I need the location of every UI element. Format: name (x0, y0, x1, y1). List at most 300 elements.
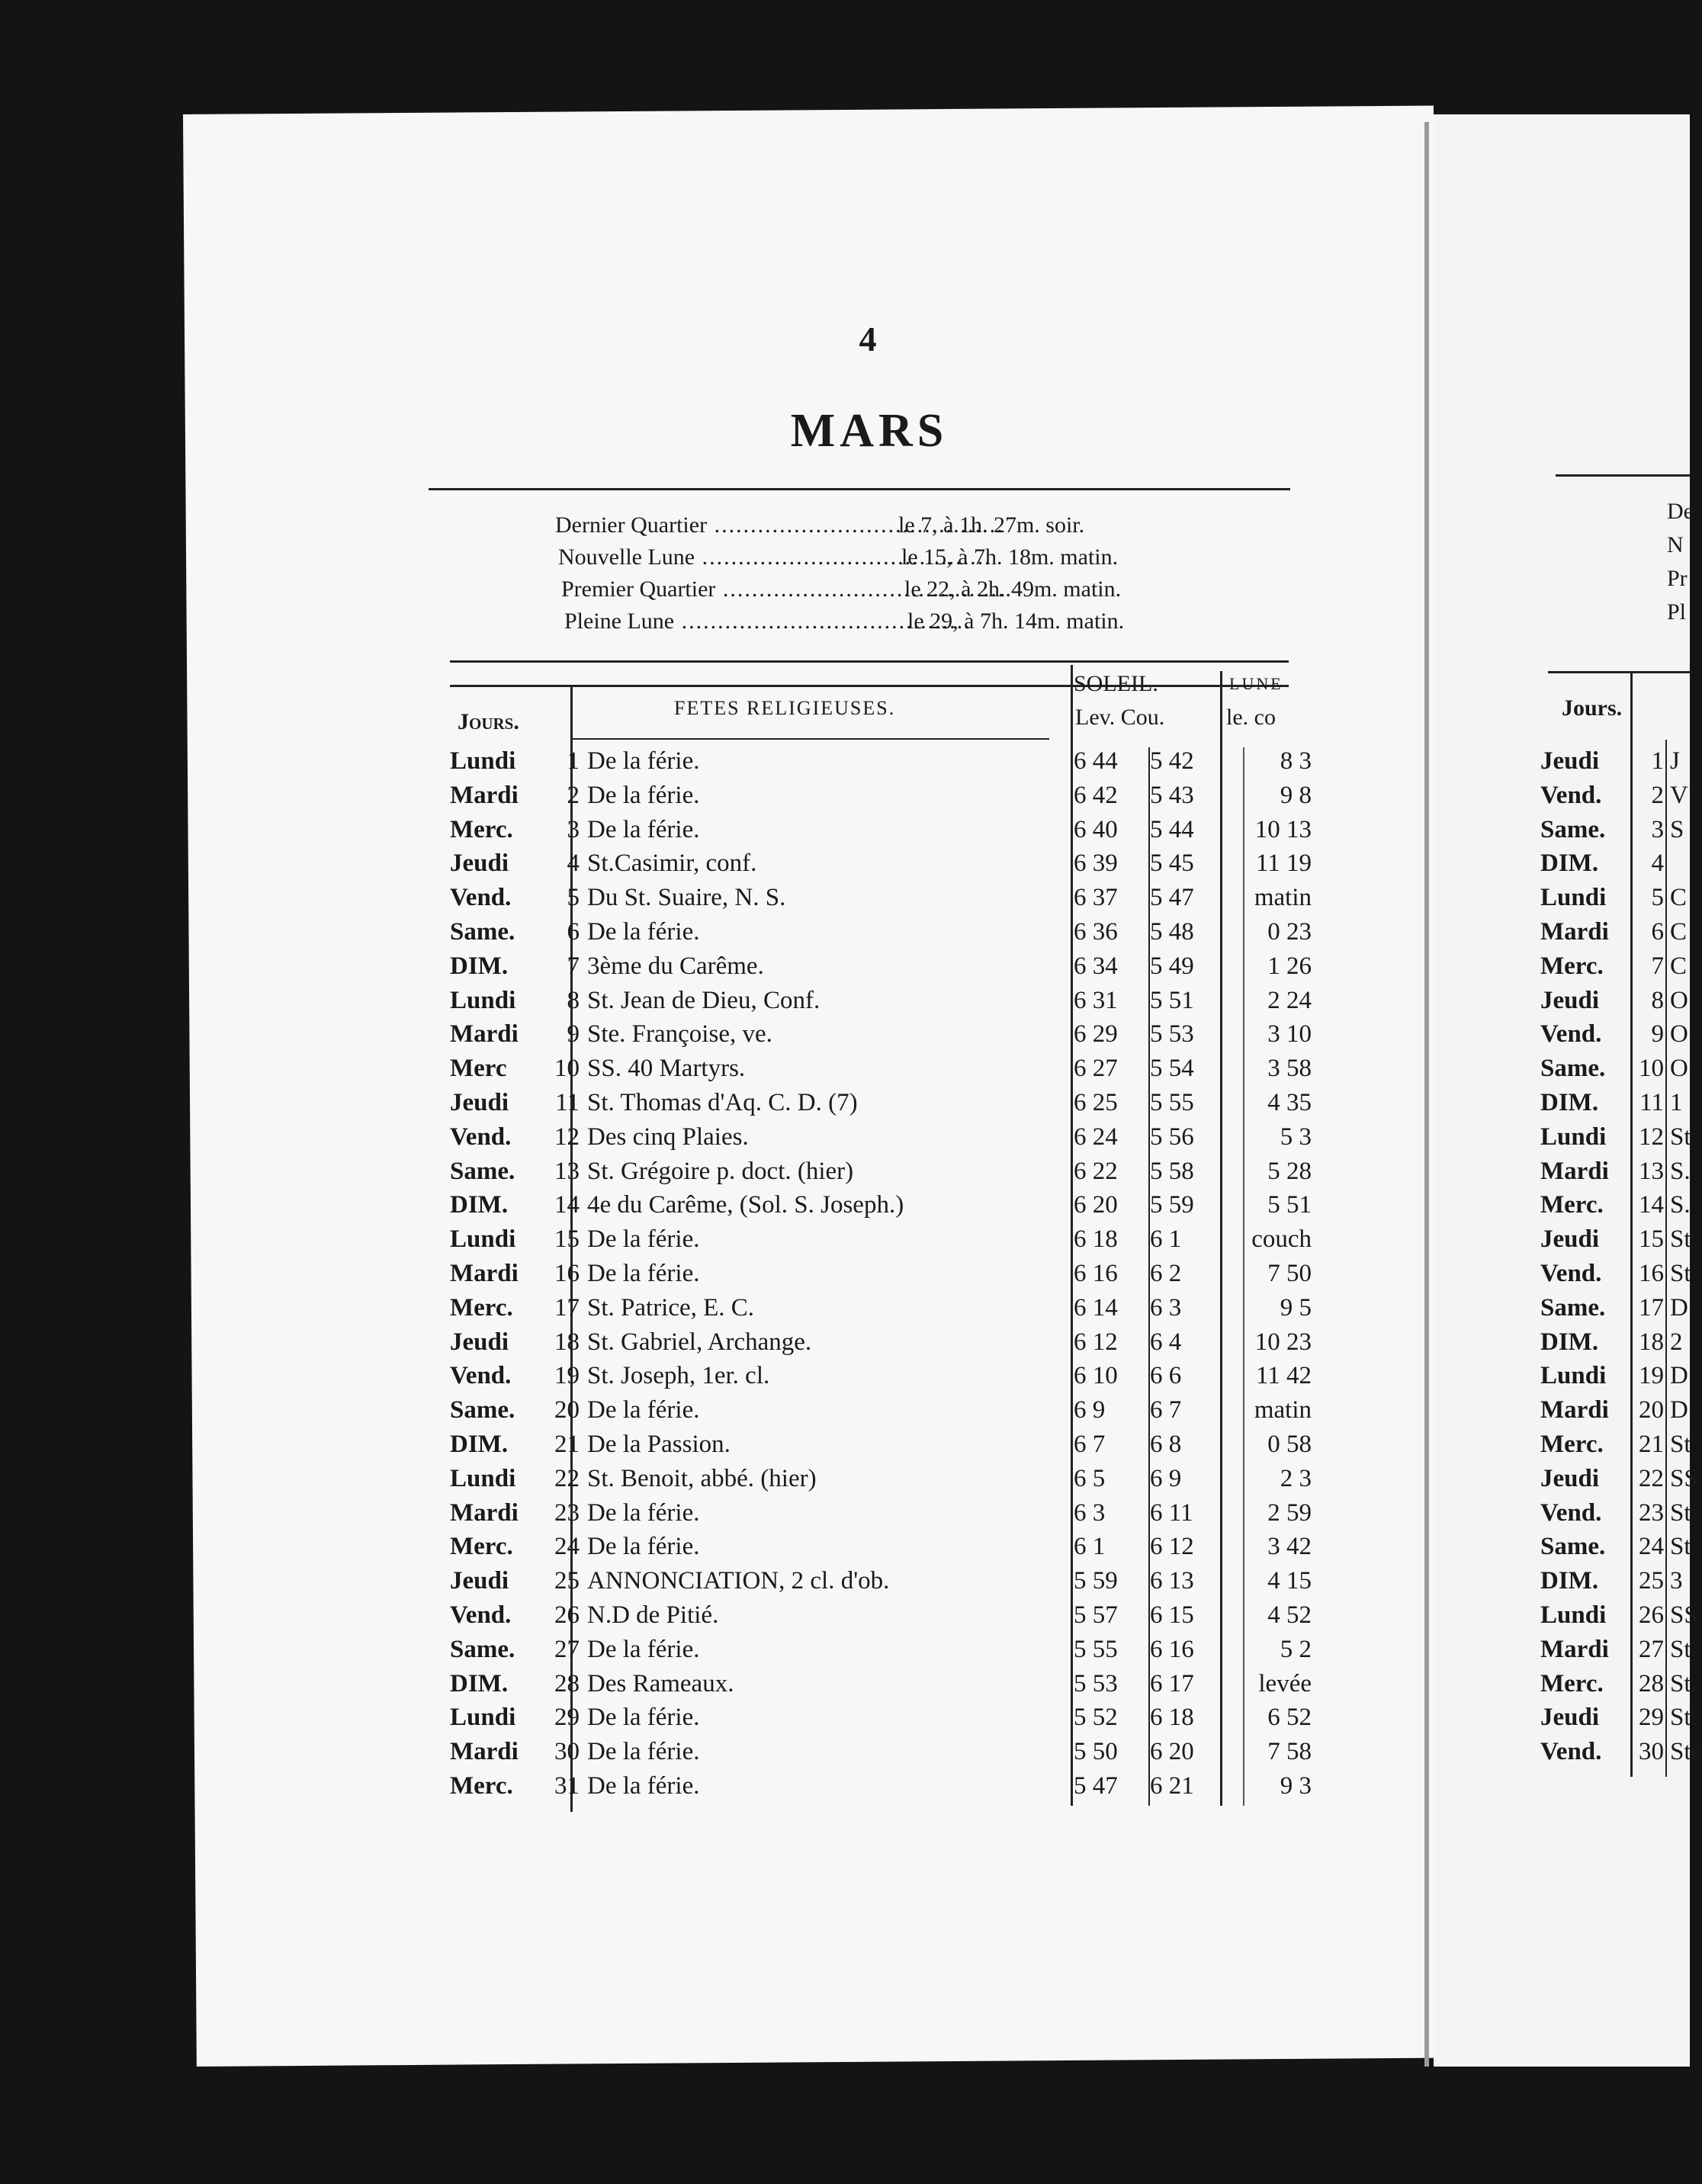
sunset: 5 51 (1150, 986, 1194, 1014)
sunrise: 6 25 (1074, 1089, 1118, 1116)
day-name: Merc (450, 1055, 507, 1083)
day-name: Mardi (450, 1498, 519, 1527)
feast: Des cinq Plaies. (587, 1123, 749, 1151)
next-day-name: Merc. (1540, 952, 1604, 980)
day-number: 30 (554, 1738, 580, 1766)
sunrise: 6 31 (1074, 986, 1118, 1014)
moon-phase-value: le 15, à 7h. 18m. matin. (901, 544, 1119, 570)
next-day-name: Jeudi (1540, 747, 1600, 775)
next-page-row (0, 1396, 1690, 1430)
next-day-number: 13 (1639, 1157, 1664, 1185)
feast: 3ème du Carême. (587, 952, 764, 980)
sunrise: 6 7 (1074, 1431, 1106, 1458)
day-name: Mardi (450, 1738, 519, 1766)
sunrise: 6 22 (1074, 1157, 1118, 1185)
day-name: DIM. (450, 1431, 509, 1458)
sunset: 6 16 (1150, 1635, 1194, 1663)
feast: De la férie. (587, 1260, 700, 1287)
next-page-row (0, 850, 1690, 883)
sunset: 6 20 (1150, 1738, 1194, 1766)
next-feast-fragment: J (1670, 747, 1680, 775)
sunset: 5 44 (1150, 815, 1194, 843)
moon-time: 3 58 (1267, 1055, 1312, 1083)
day-number: 28 (554, 1669, 580, 1697)
sunset: 6 15 (1150, 1601, 1194, 1629)
next-day-name: DIM. (1540, 1567, 1599, 1595)
next-day-number: 30 (1639, 1738, 1664, 1766)
feast: De la férie. (587, 1635, 700, 1663)
day-number: 7 (567, 952, 580, 980)
day-name: Same. (450, 918, 515, 946)
next-page-row (0, 782, 1690, 815)
moon-time: 9 8 (1280, 781, 1312, 809)
sunset: 6 17 (1150, 1669, 1194, 1697)
moon-time: matin (1254, 1396, 1312, 1424)
next-day-name: Merc. (1540, 1191, 1604, 1219)
sunrise: 5 50 (1074, 1738, 1118, 1766)
moon-time: 3 42 (1267, 1533, 1312, 1561)
feast: De la férie. (587, 781, 700, 809)
next-page-row (0, 1055, 1690, 1088)
next-feast-fragment: St (1670, 1498, 1691, 1527)
next-day-name: Same. (1540, 815, 1606, 843)
day-name: DIM. (450, 1191, 509, 1219)
next-feast-fragment: St (1670, 1123, 1691, 1151)
sunset: 5 47 (1150, 884, 1194, 912)
day-name: Vend. (450, 1601, 512, 1629)
next-page-row (0, 1089, 1690, 1123)
moon-time: couch (1251, 1225, 1312, 1254)
next-page-row (0, 1704, 1697, 1737)
day-number: 21 (554, 1431, 580, 1458)
header-fetes: FETES RELIGIEUSES. (674, 697, 896, 719)
next-feast-fragment: D (1670, 1362, 1688, 1390)
next-day-number: 28 (1639, 1669, 1664, 1697)
sunrise: 5 52 (1074, 1704, 1118, 1732)
sunrise: 6 3 (1074, 1498, 1106, 1527)
feast: St.Casimir, conf. (587, 850, 757, 878)
day-name: Vend. (450, 1362, 512, 1390)
page-title: MARS (790, 405, 949, 457)
next-day-name: Same. (1540, 1055, 1606, 1083)
next-page-row (0, 1191, 1690, 1225)
sunrise: 6 40 (1074, 815, 1118, 843)
day-name: Lundi (450, 1225, 516, 1254)
next-day-number: 20 (1639, 1396, 1664, 1424)
next-day-number: 22 (1639, 1464, 1664, 1492)
moon-time: 0 58 (1267, 1431, 1312, 1458)
next-feast-fragment: C (1670, 952, 1688, 980)
moon-phase-label: Pleine Lune ..... (564, 609, 907, 634)
next-feast-fragment: S. (1670, 1191, 1691, 1219)
header-soleil: SOLEIL. (1074, 671, 1158, 696)
header-lev-cou: Lev. Cou. (1075, 705, 1165, 730)
day-number: 15 (554, 1225, 580, 1254)
day-number: 27 (554, 1635, 580, 1663)
sunrise: 6 34 (1074, 952, 1118, 980)
next-page-phase-initial: Pl (1667, 599, 1687, 625)
sunrise: 6 10 (1074, 1362, 1118, 1390)
next-day-name: Lundi (1540, 1123, 1607, 1151)
next-page-row (0, 1464, 1698, 1498)
next-feast-fragment: C (1670, 884, 1688, 912)
day-name: Jeudi (450, 1089, 509, 1116)
sunset: 6 6 (1150, 1362, 1182, 1390)
sunset: 6 12 (1150, 1533, 1194, 1561)
sunrise: 5 59 (1074, 1567, 1118, 1595)
sunrise: 6 44 (1074, 747, 1118, 775)
next-day-name: Jeudi (1540, 1704, 1600, 1732)
next-day-number: 12 (1639, 1123, 1664, 1151)
day-number: 23 (554, 1498, 580, 1527)
day-name: Merc. (450, 1293, 513, 1322)
next-day-name: Lundi (1540, 1601, 1607, 1629)
day-name: Lundi (450, 986, 516, 1014)
next-feast-fragment: St. (1670, 1669, 1697, 1697)
feast: De la férie. (587, 1772, 700, 1800)
next-page-row (0, 1669, 1697, 1704)
next-feast-fragment: D (1670, 1293, 1688, 1322)
day-number: 2 (567, 781, 580, 809)
day-name: Same. (450, 1635, 515, 1663)
next-page-header-jours: Jours. (1562, 695, 1623, 721)
next-page-row (0, 952, 1690, 986)
day-number: 18 (554, 1328, 580, 1356)
day-name: Jeudi (450, 850, 509, 878)
feast: 4e du Carême, (Sol. S. Joseph.) (587, 1191, 904, 1219)
sunset: 6 7 (1150, 1396, 1182, 1424)
feast: N.D de Pitié. (587, 1601, 719, 1629)
feast: St. Patrice, E. C. (587, 1293, 755, 1322)
sunrise: 6 27 (1074, 1055, 1118, 1083)
next-day-number: 11 (1639, 1089, 1664, 1116)
next-page-row (0, 1328, 1690, 1362)
next-day-name: Mardi (1540, 1396, 1609, 1424)
next-day-number: 7 (1651, 952, 1664, 980)
day-number: 26 (554, 1601, 580, 1629)
next-day-number: 18 (1639, 1328, 1664, 1356)
day-number: 14 (554, 1191, 580, 1219)
feast: De la férie. (587, 1704, 700, 1732)
sunset: 6 11 (1150, 1498, 1193, 1527)
next-day-number: 14 (1639, 1191, 1664, 1219)
next-page-row (0, 1431, 1690, 1464)
next-page-row (0, 1567, 1690, 1601)
sunrise: 6 14 (1074, 1293, 1118, 1322)
moon-time: matin (1254, 884, 1312, 912)
next-feast-fragment: SS (1670, 1601, 1698, 1629)
moon-time: 5 28 (1267, 1157, 1312, 1185)
next-page-row (0, 1294, 1690, 1328)
sunset: 6 9 (1150, 1464, 1182, 1492)
feast: De la Passion. (587, 1431, 731, 1458)
next-day-number: 8 (1651, 986, 1664, 1014)
next-page-row (0, 747, 1690, 781)
next-day-name: Vend. (1540, 781, 1602, 809)
feast: St. Gabriel, Archange. (587, 1328, 812, 1356)
day-number: 6 (567, 918, 580, 946)
sunrise: 5 53 (1074, 1669, 1118, 1697)
sunset: 6 3 (1150, 1293, 1182, 1322)
next-day-name: DIM. (1540, 1328, 1599, 1356)
next-page-phase-initial: Pr (1667, 566, 1688, 591)
sunrise: 6 20 (1074, 1191, 1118, 1219)
moon-phase-row (558, 544, 1118, 570)
feast: St. Thomas d'Aq. C. D. (7) (587, 1089, 858, 1116)
sunrise: 6 36 (1074, 918, 1118, 946)
feast: De la férie. (587, 918, 700, 946)
next-day-number: 29 (1639, 1704, 1664, 1732)
sunrise: 6 12 (1074, 1328, 1118, 1356)
next-day-name: Merc. (1540, 1431, 1604, 1458)
next-day-number: 25 (1639, 1567, 1664, 1595)
moon-time: 2 24 (1267, 986, 1312, 1014)
header-le-co: le. co (1226, 705, 1276, 730)
next-feast-fragment: O (1670, 1020, 1688, 1049)
sunrise: 6 5 (1074, 1464, 1106, 1492)
sunrise: 6 24 (1074, 1123, 1118, 1151)
next-day-number: 2 (1651, 781, 1664, 809)
sunset: 5 49 (1150, 952, 1194, 980)
next-day-name: Merc. (1540, 1669, 1604, 1697)
sunrise: 5 55 (1074, 1635, 1118, 1663)
feast: De la férie. (587, 1533, 700, 1561)
sunrise: 6 37 (1074, 884, 1118, 912)
next-feast-fragment: S (1670, 815, 1684, 843)
next-page-row (0, 1123, 1690, 1157)
day-number: 9 (567, 1020, 580, 1049)
next-day-number: 4 (1651, 850, 1664, 878)
moon-time: 10 13 (1254, 815, 1312, 843)
sunrise: 6 1 (1074, 1533, 1106, 1561)
next-day-name: Same. (1540, 1533, 1606, 1561)
day-name: Mardi (450, 1260, 519, 1287)
day-name: DIM. (450, 952, 509, 980)
day-number: 29 (554, 1704, 580, 1732)
next-day-name: Mardi (1540, 1635, 1609, 1663)
day-number: 1 (567, 747, 580, 775)
next-day-name: Jeudi (1540, 1464, 1600, 1492)
feast: St. Benoit, abbé. (hier) (587, 1464, 817, 1492)
next-page-row (0, 884, 1690, 917)
moon-time: 11 42 (1255, 1362, 1312, 1390)
next-page-row (0, 1738, 1702, 1771)
next-page-row (0, 1499, 1690, 1533)
sunset: 5 56 (1150, 1123, 1194, 1151)
feast: St. Grégoire p. doct. (hier) (587, 1157, 854, 1185)
next-feast-fragment: Ste (1670, 1738, 1702, 1766)
day-name: Jeudi (450, 1328, 509, 1356)
next-feast-fragment: 2 (1670, 1328, 1683, 1356)
sunset: 5 55 (1150, 1089, 1194, 1116)
day-number: 19 (554, 1362, 580, 1390)
day-number: 31 (554, 1772, 580, 1800)
sunrise: 6 18 (1074, 1225, 1118, 1254)
feast: ANNONCIATION, 2 cl. d'ob. (587, 1567, 890, 1595)
next-day-name: Vend. (1540, 1498, 1602, 1527)
day-name: Merc. (450, 815, 513, 843)
feast: De la férie. (587, 1738, 700, 1766)
sunrise: 6 42 (1074, 781, 1118, 809)
next-page-row (0, 987, 1690, 1020)
next-feast-fragment: O (1670, 986, 1688, 1014)
sunset: 6 18 (1150, 1704, 1194, 1732)
next-day-number: 6 (1651, 918, 1664, 946)
moon-phase-value: le 22, à 2h. 49m. matin. (904, 577, 1122, 602)
moon-phase-label: Premier Quartier ..... (561, 577, 904, 602)
moon-time: levée (1258, 1669, 1312, 1697)
next-page-row (0, 816, 1690, 850)
next-day-number: 23 (1639, 1498, 1664, 1527)
feast: De la férie. (587, 815, 700, 843)
next-day-name: Jeudi (1540, 1225, 1600, 1254)
sunrise: 6 9 (1074, 1396, 1106, 1424)
next-feast-fragment: St. (1670, 1704, 1697, 1732)
next-day-number: 26 (1639, 1601, 1664, 1629)
sunset: 5 45 (1150, 850, 1194, 878)
moon-time: 10 23 (1254, 1328, 1312, 1356)
next-day-number: 15 (1639, 1225, 1664, 1254)
day-name: Lundi (450, 1704, 516, 1732)
next-day-number: 17 (1639, 1293, 1664, 1322)
next-day-name: Same. (1540, 1293, 1606, 1322)
day-number: 20 (554, 1396, 580, 1424)
moon-time: 5 51 (1267, 1191, 1312, 1219)
day-number: 11 (555, 1089, 580, 1116)
feast: De la férie. (587, 1498, 700, 1527)
next-page-row (0, 1020, 1690, 1054)
header-lune: LUNE (1229, 674, 1283, 693)
next-feast-fragment: St (1670, 1533, 1691, 1561)
next-day-number: 1 (1651, 747, 1664, 775)
day-name: Mardi (450, 781, 519, 809)
day-name: Lundi (450, 747, 516, 775)
moon-phase-value: le 7, à 1h. 27m. soir. (898, 512, 1085, 538)
sunrise: 5 57 (1074, 1601, 1118, 1629)
next-day-name: Lundi (1540, 884, 1607, 912)
moon-phase-row (561, 577, 1121, 602)
feast: De la férie. (587, 1225, 700, 1254)
next-feast-fragment: St (1670, 1225, 1691, 1254)
next-day-name: Vend. (1540, 1260, 1602, 1287)
day-name: Jeudi (450, 1567, 509, 1595)
moon-phase-value: le 29, à 7h. 14m. matin. (907, 609, 1125, 634)
sunset: 6 4 (1150, 1328, 1182, 1356)
next-page-row (0, 1260, 1690, 1293)
next-feast-fragment: St. (1670, 1635, 1697, 1663)
day-name: Same. (450, 1396, 515, 1424)
next-day-name: Mardi (1540, 918, 1609, 946)
moon-time: 5 3 (1280, 1123, 1312, 1151)
day-name: Same. (450, 1157, 515, 1185)
next-feast-fragment: 3 (1670, 1567, 1683, 1595)
next-page-row (0, 1533, 1690, 1566)
day-name: Vend. (450, 1123, 512, 1151)
feast: SS. 40 Martyrs. (587, 1055, 746, 1083)
moon-time: 8 3 (1280, 747, 1312, 775)
moon-time: 3 10 (1267, 1020, 1312, 1049)
page-number: 4 (859, 320, 877, 358)
moon-time: 4 35 (1267, 1089, 1312, 1116)
day-name: Merc. (450, 1533, 513, 1561)
sunset: 6 2 (1150, 1260, 1182, 1287)
moon-time: 2 59 (1267, 1498, 1312, 1527)
next-feast-fragment: 1 (1670, 1089, 1683, 1116)
next-day-number: 10 (1639, 1055, 1664, 1083)
day-number: 8 (567, 986, 580, 1014)
next-page-row (0, 1225, 1690, 1259)
header-rule (572, 738, 1049, 740)
next-day-name: Jeudi (1540, 986, 1600, 1014)
sunset: 6 21 (1150, 1772, 1194, 1800)
moon-time: 1 26 (1267, 952, 1312, 980)
next-page-phase-initial: De (1667, 499, 1694, 524)
next-feast-fragment: C (1670, 918, 1688, 946)
sunset: 5 42 (1150, 747, 1194, 775)
moon-phase-row (564, 609, 1124, 634)
next-page-row (0, 918, 1690, 952)
feast: De la férie. (587, 747, 700, 775)
day-number: 17 (554, 1293, 580, 1322)
moon-time: 7 50 (1267, 1260, 1312, 1287)
sunset: 6 8 (1150, 1431, 1182, 1458)
next-day-name: Vend. (1540, 1020, 1602, 1049)
day-name: Vend. (450, 884, 512, 912)
sunrise: 6 39 (1074, 850, 1118, 878)
next-page-row (0, 1635, 1697, 1669)
feast: Du St. Suaire, N. S. (587, 884, 786, 912)
day-number: 16 (554, 1260, 580, 1287)
day-name: Merc. (450, 1772, 513, 1800)
table-top-rule (450, 685, 1289, 687)
header-jours: Jours. (458, 709, 519, 734)
moon-time: 0 23 (1267, 918, 1312, 946)
day-number: 24 (554, 1533, 580, 1561)
next-feast-fragment: O (1670, 1055, 1688, 1083)
table-row (0, 1772, 1690, 1806)
moon-time: 4 52 (1267, 1601, 1312, 1629)
day-number: 22 (554, 1464, 580, 1492)
next-day-name: DIM. (1540, 850, 1599, 878)
next-feast-fragment: St (1670, 1431, 1691, 1458)
sunset: 6 1 (1150, 1225, 1182, 1254)
next-feast-fragment: SS (1670, 1464, 1698, 1492)
day-name: Mardi (450, 1020, 519, 1049)
next-day-name: Lundi (1540, 1362, 1607, 1390)
next-feast-fragment: D (1670, 1396, 1688, 1424)
next-page-row (0, 1158, 1690, 1191)
sunset: 5 53 (1150, 1020, 1194, 1049)
sunset: 5 54 (1150, 1055, 1194, 1083)
next-page-row (0, 1362, 1690, 1396)
feast: St. Joseph, 1er. cl. (587, 1362, 770, 1390)
day-name: DIM. (450, 1669, 509, 1697)
feast: De la férie. (587, 1396, 700, 1424)
day-number: 4 (567, 850, 580, 878)
moon-time: 9 3 (1280, 1772, 1312, 1800)
sunset: 5 58 (1150, 1157, 1194, 1185)
next-day-number: 24 (1639, 1533, 1664, 1561)
next-page-table-rule (1548, 671, 1690, 673)
moon-time: 6 52 (1267, 1704, 1312, 1732)
sunset: 6 13 (1150, 1567, 1194, 1595)
next-feast-fragment: S. (1670, 1157, 1691, 1185)
moon-time: 9 5 (1280, 1293, 1312, 1322)
moon-phase-row (555, 512, 1084, 538)
day-number: 10 (554, 1055, 580, 1083)
moon-time: 2 3 (1280, 1464, 1312, 1492)
phases-rule (450, 660, 1289, 663)
